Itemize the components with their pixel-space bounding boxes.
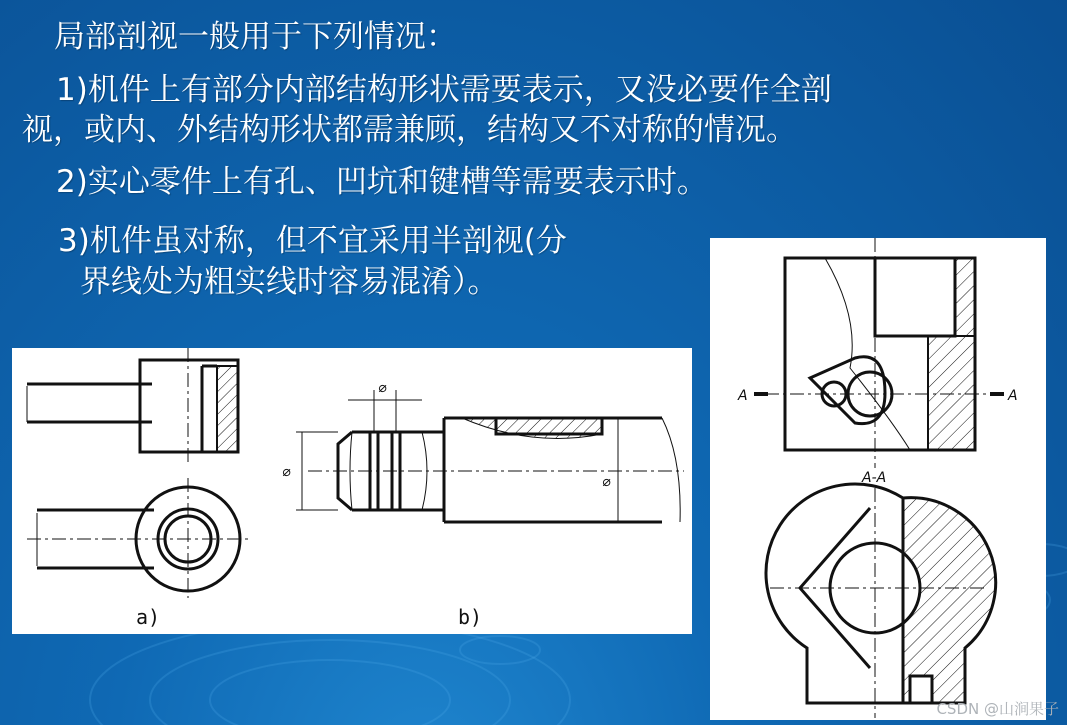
slide-heading: 局部剖视一般用于下列情况：	[54, 19, 457, 55]
item1-line2: 视，或内、外结构形状都需兼顾，结构又不对称的情况。	[22, 112, 797, 148]
drawing-panel-left	[12, 348, 692, 634]
dim-symbol-right: ⌀	[602, 474, 611, 490]
figure-right-section	[766, 484, 996, 718]
section-arrow-label-left: A	[738, 388, 748, 404]
drawing-right-svg	[710, 238, 1046, 720]
caption-a: a)	[136, 605, 161, 629]
dim-symbol-left: ⌀	[282, 464, 291, 480]
figure-a-top	[27, 348, 238, 466]
item2-text: 2)实心零件上有孔、凹坑和键槽等需要表示时。	[56, 164, 708, 200]
item1-line1: 1)机件上有部分内部结构形状需要表示，又没必要作全剖	[56, 72, 832, 108]
drawing-panel-right	[710, 238, 1046, 720]
figure-a-front	[27, 478, 252, 598]
drawing-left-svg	[12, 348, 692, 634]
section-arrow-label-right: A	[1008, 388, 1018, 404]
item3-line2: 界线处为粗实线时容易混淆）。	[80, 264, 499, 300]
figure-right-top	[754, 238, 1004, 468]
section-title: A-A	[862, 470, 887, 486]
figure-b-shaft	[296, 390, 684, 522]
caption-b: b)	[458, 605, 483, 629]
item3-line1: 3)机件虽对称，但不宜采用半剖视(分	[58, 223, 567, 259]
watermark: CSDN @山涧果子	[936, 700, 1059, 718]
dim-symbol-top: ⌀	[378, 380, 387, 396]
